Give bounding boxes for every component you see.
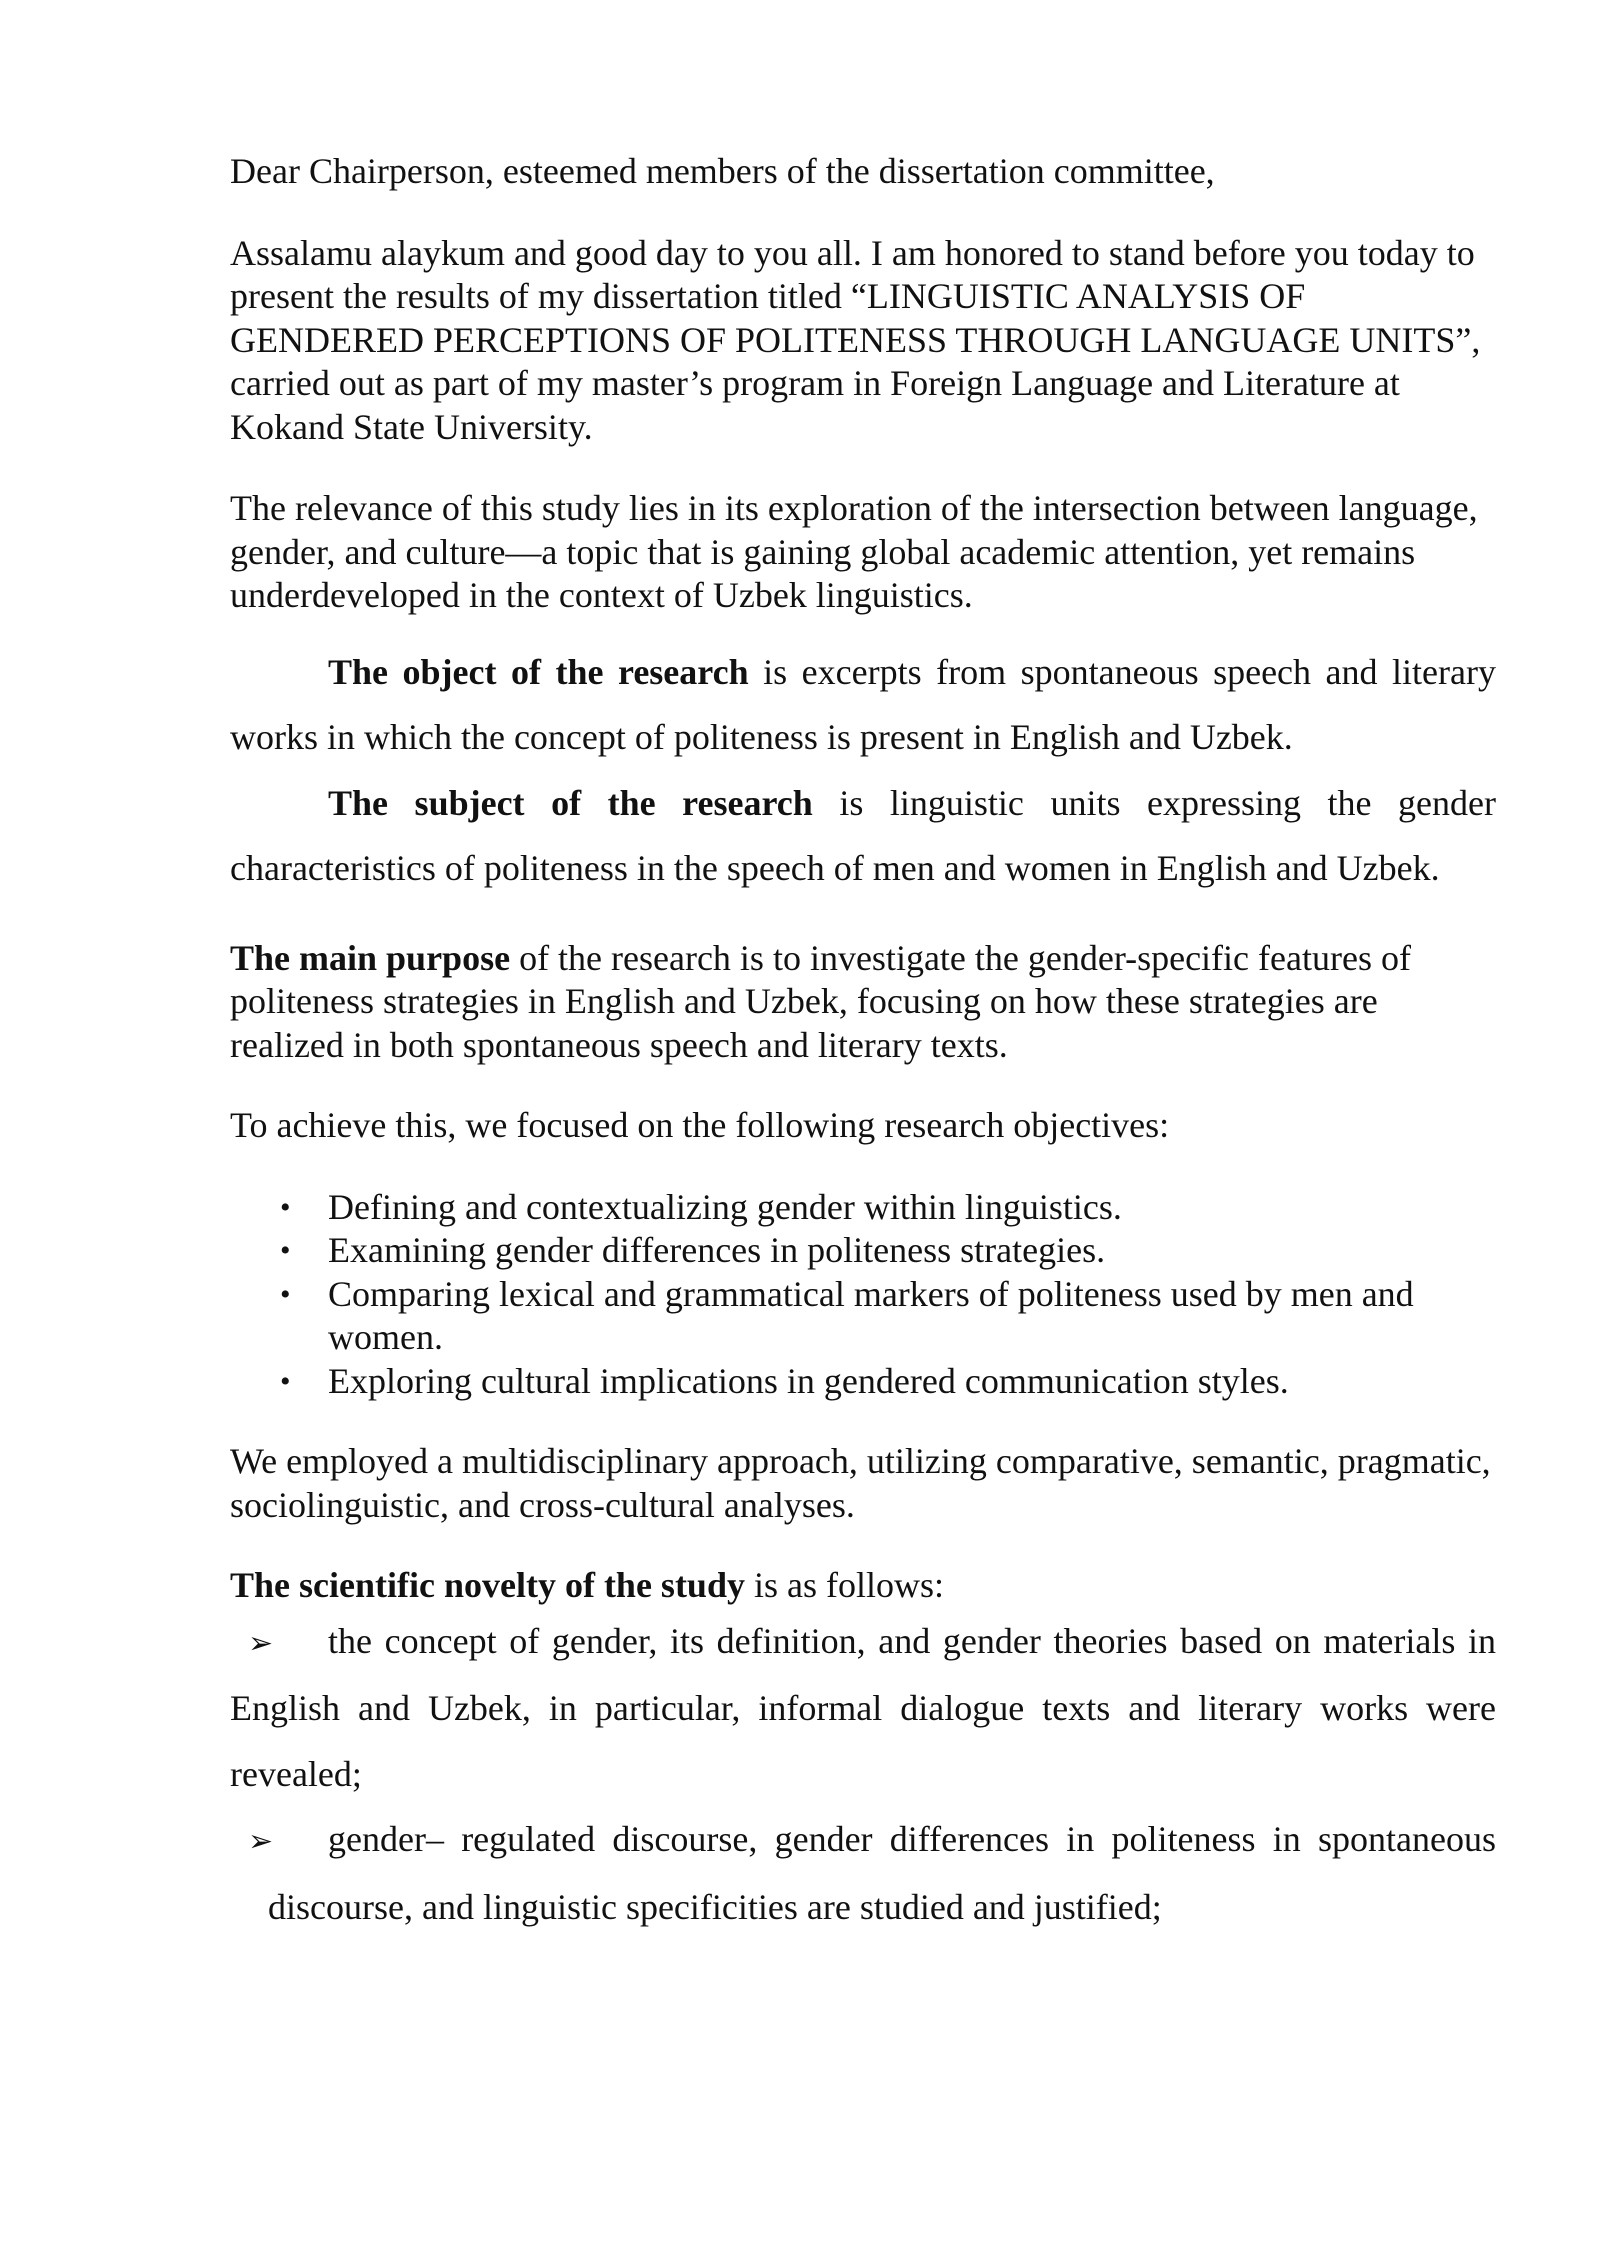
list-item: • Examining gender differences in politeness strategies. bbox=[230, 1229, 1496, 1273]
list-item: • Defining and contextualizing gender within linguistics. bbox=[230, 1186, 1496, 1230]
bullet-icon: • bbox=[280, 1277, 291, 1311]
document-page bbox=[230, 150, 1496, 1940]
object-label: The object of the research bbox=[328, 651, 749, 692]
salutation: Dear Chairperson, esteemed members of the dissertation committee, bbox=[230, 151, 1215, 191]
relevance-paragraph: The relevance of this study lies in its exploration of the intersection between language, gender, and culture—a topic that is gaining global academic attention, yet remains underdeveloped in the context of Uzbek linguistics. bbox=[230, 488, 1478, 615]
subject-paragraph bbox=[230, 771, 1496, 902]
novelty-heading bbox=[230, 1564, 1496, 1608]
novelty-label: The scientific novelty of the study bbox=[230, 1565, 745, 1605]
novelty-item-1: ➢ the concept of gender, its definition, and gender theories based on materials in English and Uzbek, in particular, informal dialogue texts and literary works were revealed; bbox=[230, 1609, 1496, 1808]
purpose-paragraph bbox=[230, 937, 1496, 1068]
purpose-label: The main purpose bbox=[230, 937, 511, 978]
approach-paragraph: We employed a multidisciplinary approach, utilizing comparative, semantic, pragmatic, sociolinguistic, and cross-cultural analyses. bbox=[230, 1441, 1491, 1525]
bullet-icon: • bbox=[280, 1364, 291, 1398]
intro-paragraph: Assalamu alaykum and good day to you all. I am honored to stand before you today to present the results of my dissertation titled “LINGUISTIC ANALYSIS OF GENDERED PERCEPTIONS OF POLITENESS THROUGH LANGUAGE UNITS”, carried out as part of my master’s program in Foreign Language and Literature at Kokand State University. bbox=[230, 232, 1481, 447]
novelty-text: is as follows: bbox=[744, 1565, 944, 1605]
object-text: is excerpts from spontaneous speech and literary works in which the concept of politeness is present in English and Uzbek. bbox=[230, 651, 1496, 757]
bullet-icon: • bbox=[280, 1234, 291, 1267]
subject-label: The subject of the research bbox=[328, 782, 813, 823]
objectives-list bbox=[230, 1186, 1496, 1404]
subject-text: is linguistic units expressing the gender characteristics of politeness in the speech of men and women in English and Uzbek. bbox=[230, 782, 1496, 888]
arrow-bullet-icon: ➢ bbox=[248, 1824, 274, 1859]
arrow-bullet-icon: ➢ bbox=[248, 1625, 274, 1661]
novelty-item-2: ➢ gender– regulated discourse, gender differences in politeness in spontaneous discourse, and linguistic specificities are studied and justified; bbox=[230, 1807, 1496, 1940]
purpose-text: of the research is to investigate the gender-specific features of politeness strategies in English and Uzbek, focusing on how these strategies are realized in both spontaneous speech and literary texts. bbox=[230, 937, 1411, 1065]
bullet-icon: • bbox=[280, 1190, 291, 1224]
object-paragraph bbox=[230, 640, 1496, 771]
list-item: • Exploring cultural implications in gendered communication styles. bbox=[230, 1360, 1496, 1404]
list-item: • Comparing lexical and grammatical markers of politeness used by men and women. bbox=[280, 1273, 1414, 1357]
objectives-intro: To achieve this, we focused on the following research objectives: bbox=[230, 1105, 1170, 1145]
